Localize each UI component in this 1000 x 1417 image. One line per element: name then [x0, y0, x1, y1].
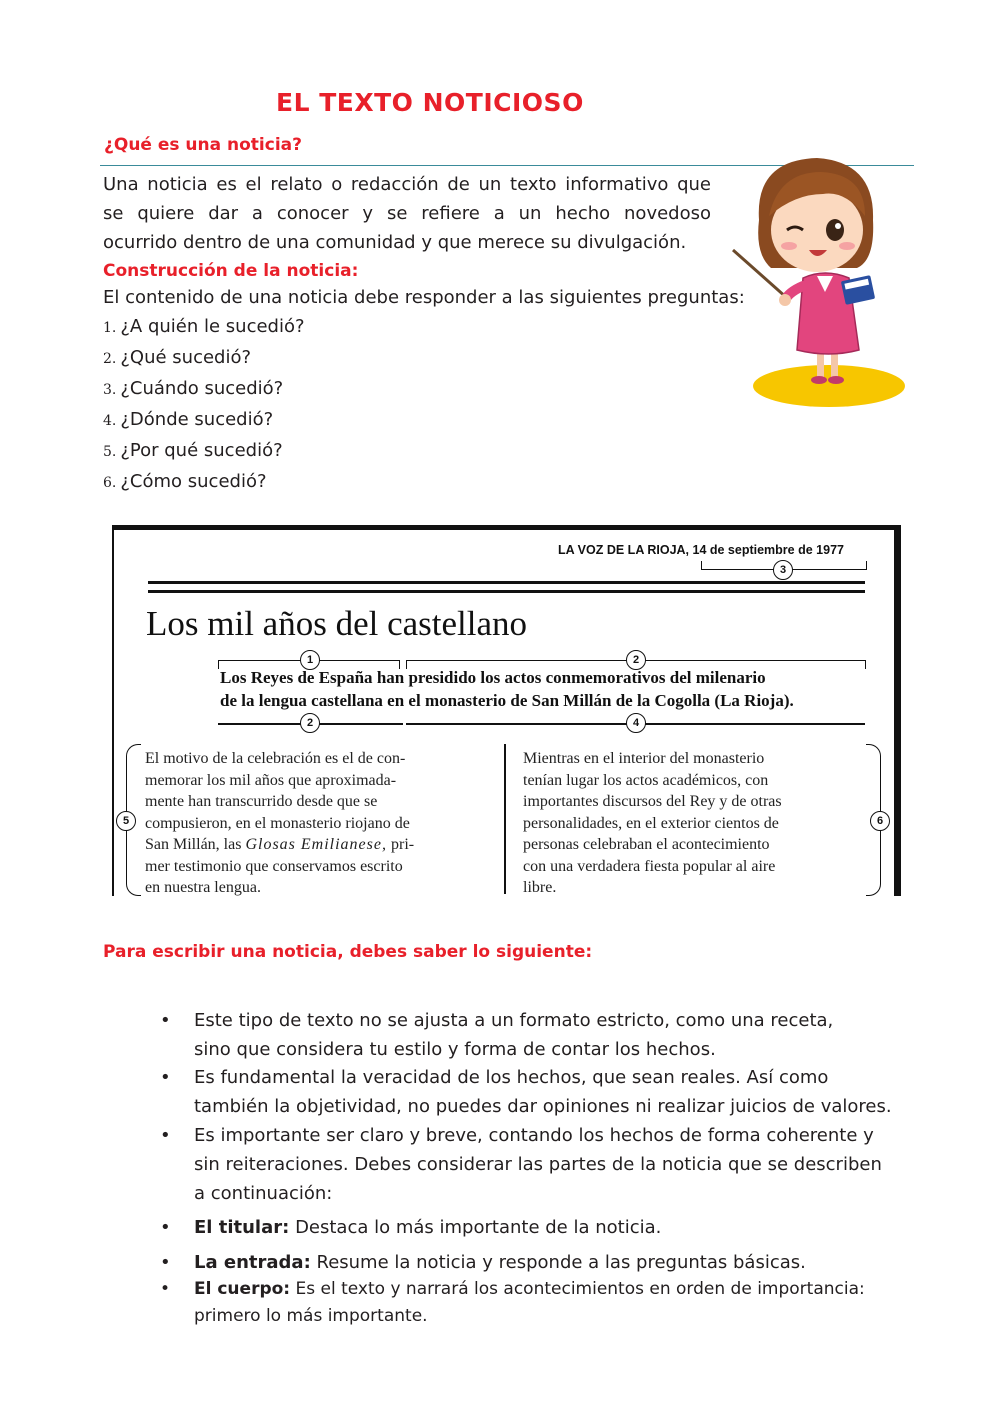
label-1: 1 [300, 650, 320, 670]
label-3: 3 [773, 560, 793, 580]
part-item-titular: • El titular: Destaca lo más importante de la noticia. [160, 1213, 920, 1242]
body-line: personalidades, en el exterior cientos de [523, 814, 779, 832]
bullet-icon: • [160, 1125, 171, 1146]
body-line: tenían lugar los actos académicos, con [523, 771, 769, 789]
body-line: El motivo de la celebración es el de con- [145, 750, 406, 767]
body-line: Mientras en el interior del monasterio [523, 750, 765, 767]
tip-item: • Es importante ser claro y breve, contando los hechos de forma coherente y sin reiteraciones. Debes considerar las partes de la noticia que se describen a continuación: [160, 1121, 920, 1208]
masthead-rule [148, 590, 865, 593]
section-heading-how-to-write: Para escribir una noticia, debes saber lo siguiente: [103, 942, 593, 962]
body-line: personas celebraban el acontecimiento [523, 836, 770, 853]
question-item: 5. ¿Por qué sucedió? [103, 440, 283, 461]
section-heading-what-is: ¿Qué es una noticia? [104, 135, 302, 155]
body-line: libre. [523, 879, 557, 896]
tip-item: • Este tipo de texto no se ajusta a un formato estricto, como una receta, sino que considera tu estilo y forma de contar los hechos. [160, 1006, 920, 1064]
label-5: 5 [116, 811, 136, 831]
teacher-illustration [725, 150, 910, 410]
definition-line: ocurrido dentro de una comunidad y que merece su divulgación. [103, 232, 687, 253]
newspaper-headline: Los mil años del castellano [146, 604, 528, 643]
body-line: memorar los mil años que aproximada- [145, 771, 397, 789]
part-item-cuerpo: • El cuerpo: Es el texto y narrará los acontecimientos en orden de importancia: primero lo más importante. [160, 1276, 920, 1330]
bullet-icon: • [160, 1279, 171, 1299]
newspaper-body-left [145, 748, 489, 899]
bullet-icon: • [160, 1067, 171, 1088]
question-item: 3. ¿Cuándo sucedió? [103, 378, 284, 399]
section-heading-construction: Construcción de la noticia: [103, 261, 359, 281]
page-title: EL TEXTO NOTICIOSO [276, 88, 584, 117]
body-line: compusieron, en el monasterio riojano de [145, 814, 410, 832]
newspaper-lead-line: Los Reyes de España han presidido los actos conmemorativos del milenario [220, 668, 766, 687]
newspaper-body-right [523, 748, 859, 899]
bullet-icon: • [160, 1252, 171, 1273]
column-divider [504, 744, 506, 894]
body-line: importantes discursos del Rey y de otras [523, 793, 782, 810]
newspaper-masthead: LA VOZ DE LA RIOJA, 14 de septiembre de 1977 [558, 543, 844, 557]
question-item: 6. ¿Cómo sucedió? [103, 471, 267, 492]
questions-list [103, 312, 305, 498]
definition-line: Una noticia es el relato o redacción de un texto informativo que [103, 174, 711, 195]
question-item: 2. ¿Qué sucedió? [103, 347, 252, 368]
bullet-icon: • [160, 1010, 171, 1031]
body-line: mer testimonio que conservamos escrito [145, 857, 403, 875]
bullet-icon: • [160, 1217, 171, 1238]
body-line: San Millán, las Glosas Emilianese, pri- [145, 836, 415, 853]
part-item-entrada: • La entrada: Resume la noticia y responde a las preguntas básicas. [160, 1248, 920, 1277]
question-item: 4. ¿Dónde sucedió? [103, 409, 274, 430]
question-item: 1. ¿A quién le sucedió? [103, 316, 305, 337]
tips-list [160, 1006, 940, 1336]
definition-paragraph [103, 170, 711, 257]
label-2-top: 2 [626, 650, 646, 670]
label-2-bottom: 2 [300, 713, 320, 733]
label-4: 4 [626, 713, 646, 733]
body-line: mente han transcurrido desde que se [145, 793, 378, 810]
body-line: en nuestra lengua. [145, 879, 261, 896]
construction-intro: El contenido de una noticia debe responder a las siguientes preguntas: [103, 287, 745, 308]
newspaper-lead-line: de la lengua castellana en el monasterio de San Millán de la Cogolla (La Rioja). [220, 691, 794, 710]
masthead-rule [148, 581, 865, 584]
definition-line: se quiere dar a conocer y se refiere a un hecho novedoso [103, 203, 711, 224]
label-6: 6 [870, 811, 890, 831]
body-line: con una verdadera fiesta popular al aire [523, 857, 776, 875]
tip-item: • Es fundamental la veracidad de los hechos, que sean reales. Así como también la objetividad, no puedes dar opiniones ni realizar juicios de valores. [160, 1063, 920, 1121]
